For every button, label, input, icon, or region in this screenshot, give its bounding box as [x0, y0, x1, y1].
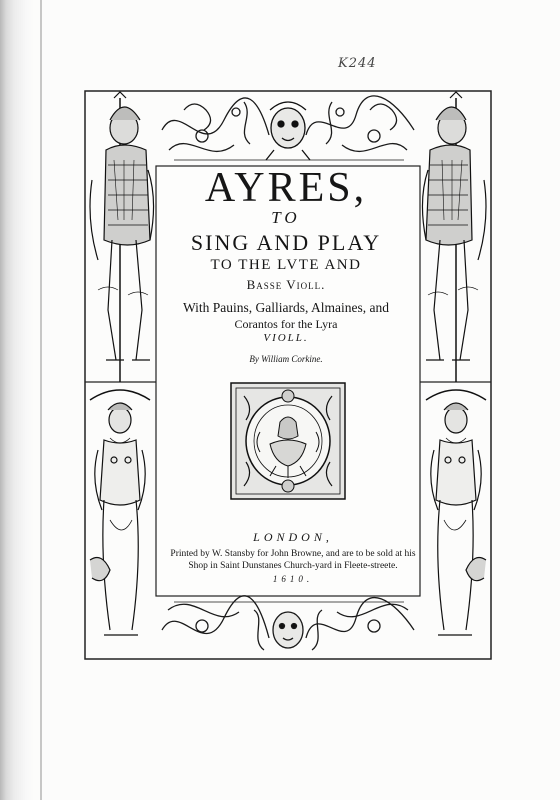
subtitle-corantos: Corantos for the Lyra [234, 317, 338, 331]
title-to: TO [271, 208, 301, 227]
page-gutter-line [40, 0, 42, 800]
imprint-year: 1610. [272, 574, 314, 584]
author-line: By William Corkine. [249, 354, 323, 364]
title-block [160, 166, 412, 364]
catalog-mark: K244 [338, 56, 377, 71]
imprint-printed-by: Printed by W. Stansby for John Browne, and are to be sold at his [170, 549, 416, 559]
subtitle-violl: VIOLL. [263, 332, 309, 344]
title-basse-violl: Basse Violl. [246, 277, 326, 292]
subtitle-with-pauins: With Pauins, Galliards, Almaines, and [182, 300, 390, 315]
grotesque-mask [266, 102, 310, 160]
title-sing-and-play: SING AND PLAY [190, 230, 382, 255]
scan-shadow-edge [0, 0, 34, 800]
title-to-the-lute: TO THE LVTE AND [210, 257, 362, 273]
armored-warrior-figure-left [90, 92, 154, 382]
armored-warrior-figure-right [422, 92, 486, 382]
bottom-frieze-ornament [162, 596, 414, 650]
imprint-shop: Shop in Saint Dunstanes Church-yard in Fleete-streete. [188, 561, 398, 571]
imprint-city: LONDON, [253, 530, 333, 544]
caryatid-figure-right [426, 390, 486, 635]
caryatid-figure-left [90, 390, 150, 635]
imprint-block [148, 530, 438, 584]
printers-device-emblem [230, 382, 346, 500]
title-ayres: AYRES, [204, 165, 368, 211]
